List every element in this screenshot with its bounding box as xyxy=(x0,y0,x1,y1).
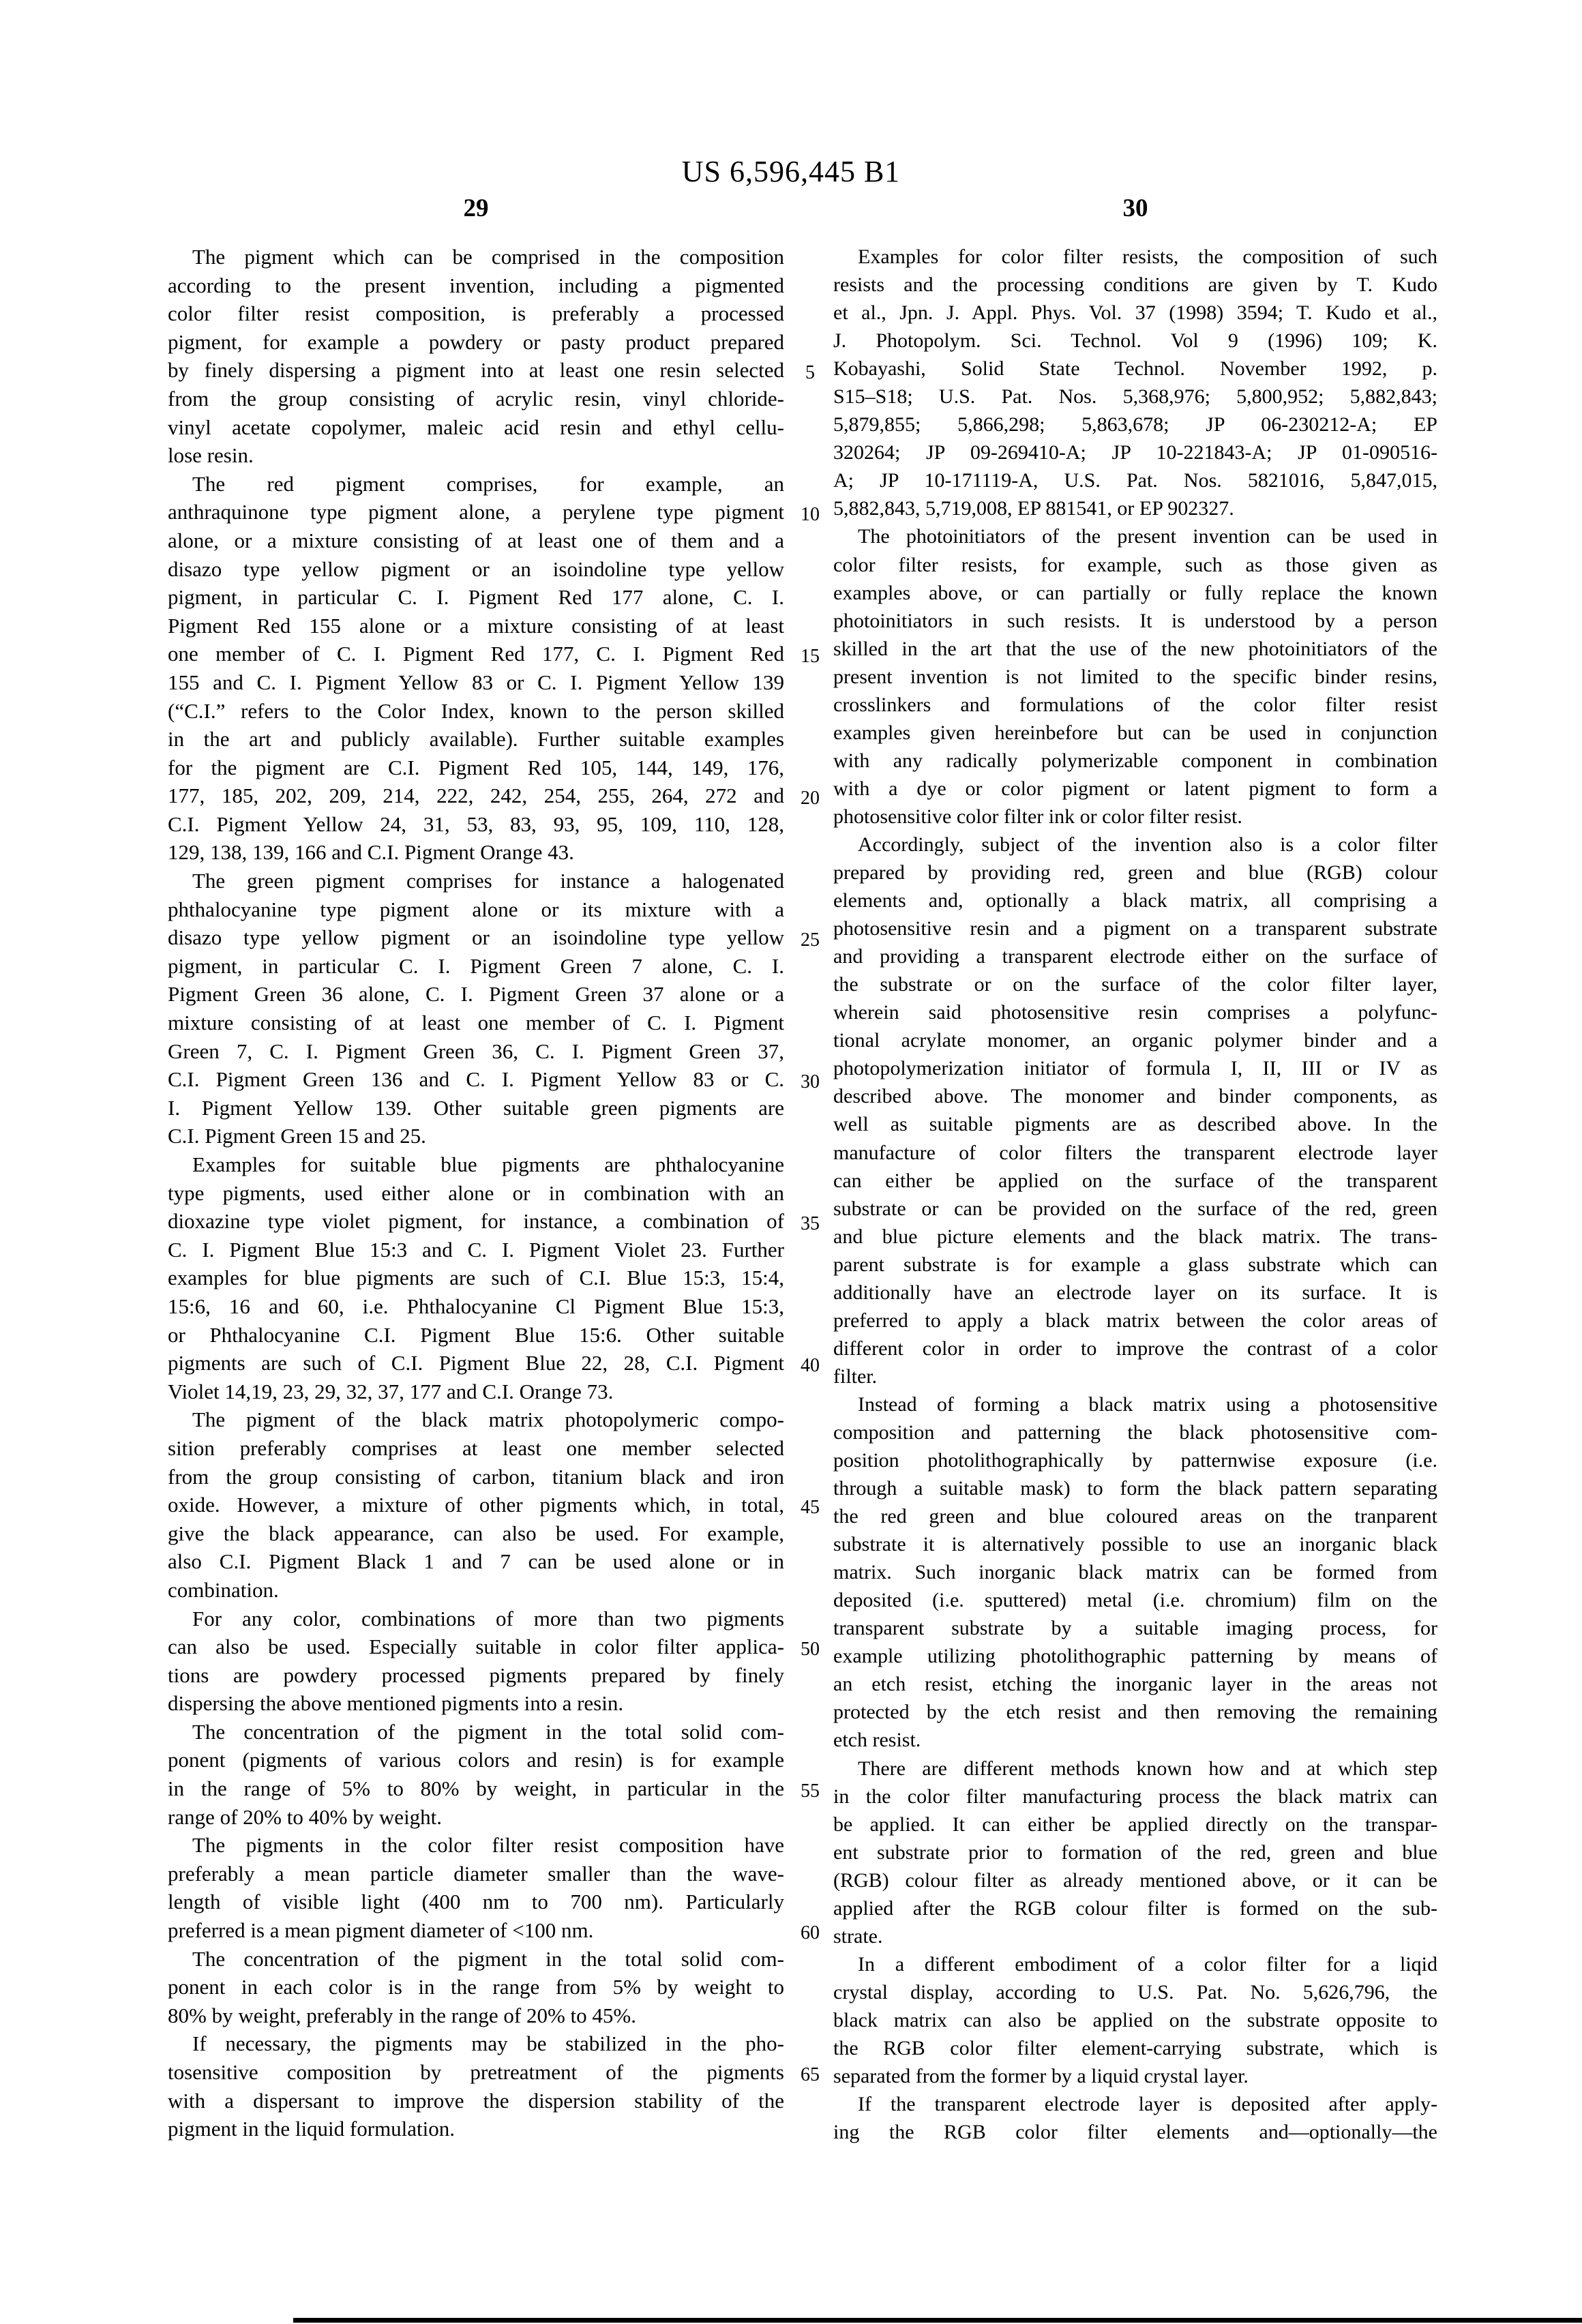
text-line: Accordingly, subject of the invention also is a color filter xyxy=(858,833,1437,856)
text-line: ponent in each color is in the range from 5% by weight to xyxy=(168,1975,784,1999)
text-line: resists and the processing conditions are given by T. Kudo xyxy=(833,273,1437,297)
text-line: Instead of forming a black matrix using a photosensitive xyxy=(858,1392,1437,1416)
text-line: through a suitable mask) to form the black pattern separating xyxy=(833,1477,1437,1500)
text-line: pigments are such of C.I. Pigment Blue 22, 28, C.I. Pigment xyxy=(168,1351,784,1375)
text-line: Examples for suitable blue pigments are phthalocyanine xyxy=(192,1152,784,1176)
text-line: prepared by providing red, green and blue (RGB) colour xyxy=(833,861,1437,884)
line-number: 65 xyxy=(801,2064,820,2086)
text-line: an etch resist, etching the inorganic layer in the areas not xyxy=(833,1673,1437,1696)
text-line: skilled in the art that the use of the new photoinitiators of the xyxy=(833,637,1437,660)
text-line: strate. xyxy=(833,1924,883,1948)
text-line: protected by the etch resist and then removing the remaining xyxy=(833,1701,1437,1724)
text-line: parent substrate is for example a glass substrate which can xyxy=(833,1253,1437,1276)
text-line: The concentration of the pigment in the total solid com- xyxy=(192,1719,784,1744)
text-line: 155 and C. I. Pigment Yellow 83 or C. I. Pigment Yellow 139 xyxy=(168,670,784,694)
text-line: and providing a transparent electrode either on the surface of xyxy=(833,945,1437,968)
text-line: tions are powdery processed pigments prepared by finely xyxy=(168,1663,784,1687)
text-line: type pigments, used either alone or in combination with an xyxy=(168,1180,784,1205)
text-line: C. I. Pigment Blue 15:3 and C. I. Pigment Violet 23. Further xyxy=(168,1237,784,1262)
text-line: The pigment of the black matrix photopolymeric compo- xyxy=(192,1407,784,1432)
text-line: color filter resists, for example, such as those given as xyxy=(833,553,1437,576)
text-line: 15:6, 16 and 60, i.e. Phthalocyanine Cl Pigment Blue 15:3, xyxy=(168,1294,784,1318)
text-line: well as suitable pigments are as described above. In the xyxy=(833,1113,1437,1136)
text-line: 177, 185, 202, 209, 214, 222, 242, 254, 255, 264, 272 and xyxy=(168,784,784,808)
text-line: photopolymerization initiator of formula I, II, III or IV as xyxy=(833,1057,1437,1080)
patent-number: US 6,596,445 B1 xyxy=(681,155,901,188)
text-line: The red pigment comprises, for example, an xyxy=(192,471,784,496)
text-line: by finely dispersing a pigment into at least one resin selected xyxy=(168,358,784,383)
text-line: length of visible light (400 nm to 700 nm). Particularly xyxy=(168,1890,784,1914)
text-line: 129, 138, 139, 166 and C.I. Pigment Orange 43. xyxy=(168,840,574,865)
text-line: can also be used. Especially suitable in color filter applica- xyxy=(168,1635,784,1659)
text-line: manufacture of color filters the transparent electrode layer xyxy=(833,1141,1437,1164)
text-line: phthalocyanine type pigment alone or its mixture with a xyxy=(168,897,784,921)
text-line: There are different methods known how and at which step xyxy=(858,1757,1437,1780)
text-line: Examples for color filter resists, the composition of such xyxy=(858,245,1437,268)
text-line: photosensitive resin and a pigment on a transparent substrate xyxy=(833,917,1437,940)
text-line: and blue picture elements and the black matrix. The trans- xyxy=(833,1225,1437,1248)
text-line: disazo type yellow pigment or an isoindoline type yellow xyxy=(168,556,784,581)
text-line: crystal display, according to U.S. Pat. No. 5,626,796, the xyxy=(833,1980,1437,2003)
text-line: black matrix can also be applied on the substrate opposite to xyxy=(833,2008,1437,2031)
text-line: et al., Jpn. J. Appl. Phys. Vol. 37 (1998) 3594; T. Kudo et al., xyxy=(833,301,1437,325)
text-line: The green pigment comprises for instance a halogenated xyxy=(192,869,784,893)
text-line: wherein said photosensitive resin comprises a polyfunc- xyxy=(833,1001,1437,1024)
text-line: range of 20% to 40% by weight. xyxy=(168,1804,443,1829)
text-line: 320264; JP 09-269410-A; JP 10-221843-A; JP 01-090516- xyxy=(833,441,1437,464)
text-line: etch resist. xyxy=(833,1729,921,1752)
text-line: If necessary, the pigments may be stabilized in the pho- xyxy=(192,2031,784,2056)
text-line: In a different embodiment of a color filter for a liqid xyxy=(858,1952,1437,1976)
line-number: 5 xyxy=(805,362,815,384)
text-line: the RGB color filter element-carrying substrate, which is xyxy=(833,2037,1437,2059)
text-line: vinyl acetate copolymer, maleic acid resin and ethyl cellu- xyxy=(168,415,784,439)
text-line: disazo type yellow pigment or an isoindoline type yellow xyxy=(168,925,784,950)
line-number: 50 xyxy=(801,1639,820,1660)
text-line: separated from the former by a liquid crystal layer. xyxy=(833,2065,1249,2088)
text-line: the red green and blue coloured areas on the tranparent xyxy=(833,1505,1437,1528)
text-line: 5,879,855; 5,866,298; 5,863,678; JP 06-230212-A; EP xyxy=(833,413,1437,436)
text-line: ing the RGB color filter elements and—optionally—the xyxy=(833,2121,1437,2144)
text-line: with a dye or color pigment or latent pigment to form a xyxy=(833,777,1437,800)
text-line: crosslinkers and formulations of the color filter resist xyxy=(833,693,1437,716)
text-line: C.I. Pigment Green 15 and 25. xyxy=(168,1124,426,1148)
text-line: (“C.I.” refers to the Color Index, known to the person skilled xyxy=(168,698,784,723)
text-line: ponent (pigments of various colors and resin) is for example xyxy=(168,1748,784,1772)
line-number: 20 xyxy=(801,788,820,809)
text-line: mixture consisting of at least one member of C. I. Pigment xyxy=(168,1011,784,1035)
text-line: pigment, in particular C. I. Pigment Green 7 alone, C. I. xyxy=(168,953,784,978)
text-line: elements and, optionally a black matrix, all comprising a xyxy=(833,889,1437,912)
text-line: preferably a mean particle diameter smaller than the wave- xyxy=(168,1861,784,1886)
text-line: different color in order to improve the contrast of a color xyxy=(833,1337,1437,1360)
text-line: ent substrate prior to formation of the red, green and blue xyxy=(833,1841,1437,1864)
text-line: The photoinitiators of the present invention can be used in xyxy=(858,525,1437,548)
text-line: lose resin. xyxy=(168,443,254,468)
text-line: deposited (i.e. sputtered) metal (i.e. chromium) film on the xyxy=(833,1589,1437,1612)
text-line: Pigment Green 36 alone, C. I. Pigment Green 37 alone or a xyxy=(168,982,784,1007)
text-line: with a dispersant to improve the dispersion stability of the xyxy=(168,2088,784,2113)
text-line: C.I. Pigment Yellow 24, 31, 53, 83, 93, 95, 109, 110, 128, xyxy=(168,811,784,836)
text-line: examples given hereinbefore but can be used in conjunction xyxy=(833,721,1437,744)
text-line: composition and patterning the black photosensitive com- xyxy=(833,1420,1437,1444)
text-line: substrate it is alternatively possible to use an inorganic black xyxy=(833,1533,1437,1556)
text-line: the substrate or on the surface of the color filter layer, xyxy=(833,973,1437,996)
line-number: 15 xyxy=(801,646,820,668)
text-line: color filter resist composition, is preferably a processed xyxy=(168,301,784,326)
line-number: 40 xyxy=(801,1355,820,1377)
line-number: 25 xyxy=(801,929,820,951)
text-line: substrate or can be provided on the surface of the red, green xyxy=(833,1197,1437,1220)
text-line: or Phthalocyanine C.I. Pigment Blue 15:6. Other suitable xyxy=(168,1322,784,1347)
text-line: anthraquinone type pigment alone, a perylene type pigment xyxy=(168,500,784,524)
text-line: matrix. Such inorganic black matrix can be formed from xyxy=(833,1561,1437,1584)
line-number: 35 xyxy=(801,1213,820,1235)
line-number: 45 xyxy=(801,1497,820,1519)
text-line: For any color, combinations of more than two pigments xyxy=(192,1606,784,1630)
text-line: give the black appearance, can also be used. For example, xyxy=(168,1521,784,1545)
text-line: with any radically polymerizable component in combination xyxy=(833,749,1437,772)
text-line: be applied. It can either be applied directly on the transpar- xyxy=(833,1813,1437,1836)
text-line: alone, or a mixture consisting of at least one of them and a xyxy=(168,528,784,552)
text-line: in the color filter manufacturing process the black matrix can xyxy=(833,1785,1437,1808)
text-line: The pigments in the color filter resist composition have xyxy=(192,1833,784,1858)
text-line: The concentration of the pigment in the total solid com- xyxy=(192,1946,784,1971)
text-line: examples above, or can partially or fully replace the known xyxy=(833,581,1437,604)
text-line: 80% by weight, preferably in the range of 20% to 45%. xyxy=(168,2003,636,2027)
text-line: according to the present invention, including a pigmented xyxy=(168,273,784,297)
right-column-text xyxy=(833,243,1437,2146)
text-line: in the range of 5% to 80% by weight, in particular in the xyxy=(168,1776,784,1801)
scan-artifact-line xyxy=(293,2318,1582,2323)
right-column-number: 30 xyxy=(1122,194,1148,222)
text-line: preferred to apply a black matrix between the color areas of xyxy=(833,1309,1437,1332)
text-line: pigment in the liquid formulation. xyxy=(168,2117,456,2141)
line-number: 55 xyxy=(801,1781,820,1802)
text-line: examples for blue pigments are such of C.I. Blue 15:3, 15:4, xyxy=(168,1266,784,1290)
text-line: filter. xyxy=(833,1365,878,1388)
text-line: position photolithographically by patternwise exposure (i.e. xyxy=(833,1449,1437,1472)
text-line: transparent substrate by a suitable imaging process, for xyxy=(833,1617,1437,1640)
text-line: photoinitiators in such resists. It is understood by a person xyxy=(833,609,1437,632)
text-line: additionally have an electrode layer on its surface. It is xyxy=(833,1281,1437,1304)
text-line: 5,882,843, 5,719,008, EP 881541, or EP 902327. xyxy=(833,497,1234,520)
text-line: can either be applied on the surface of the transparent xyxy=(833,1169,1437,1192)
text-line: in the art and publicly available). Further suitable examples xyxy=(168,727,784,751)
text-line: Green 7, C. I. Pigment Green 36, C. I. Pigment Green 37, xyxy=(168,1039,784,1063)
text-line: described above. The monomer and binder components, as xyxy=(833,1085,1437,1108)
text-line: dispersing the above mentioned pigments into a resin. xyxy=(168,1691,624,1716)
text-line: tosensitive composition by pretreatment of the pigments xyxy=(168,2060,784,2084)
left-column-text xyxy=(168,243,784,2143)
left-column-number: 29 xyxy=(463,194,489,222)
text-line: dioxazine type violet pigment, for instance, a combination of xyxy=(168,1209,784,1234)
text-line: also C.I. Pigment Black 1 and 7 can be used alone or in xyxy=(168,1549,784,1574)
text-line: pigment, for example a powdery or pasty product prepared xyxy=(168,329,784,354)
text-line: J. Photopolym. Sci. Technol. Vol 9 (1996) 109; K. xyxy=(833,329,1437,353)
text-line: Kobayashi, Solid State Technol. November 1992, p. xyxy=(833,357,1437,381)
text-line: preferred is a mean pigment diameter of <100 nm. xyxy=(168,1918,594,1943)
text-line: A; JP 10-171119-A, U.S. Pat. Nos. 5821016, 5,847,015, xyxy=(833,469,1437,492)
text-line: present invention is not limited to the specific binder resins, xyxy=(833,665,1437,688)
text-line: (RGB) colour filter as already mentioned above, or it can be xyxy=(833,1868,1437,1892)
text-line: sition preferably comprises at least one member selected xyxy=(168,1435,784,1460)
text-line: tional acrylate monomer, an organic polymer binder and a xyxy=(833,1029,1437,1052)
text-line: pigment, in particular C. I. Pigment Red 177 alone, C. I. xyxy=(168,585,784,610)
text-line: one member of C. I. Pigment Red 177, C. I. Pigment Red xyxy=(168,642,784,666)
line-number: 30 xyxy=(801,1071,820,1093)
text-line: Pigment Red 155 alone or a mixture consisting of at least xyxy=(168,613,784,638)
text-line: from the group consisting of carbon, titanium black and iron xyxy=(168,1464,784,1489)
text-line: C.I. Pigment Green 136 and C. I. Pigment Yellow 83 or C. xyxy=(168,1067,784,1092)
text-line: Violet 14,19, 23, 29, 32, 37, 177 and C.I. Orange 73. xyxy=(168,1379,614,1403)
text-line: I. Pigment Yellow 139. Other suitable green pigments are xyxy=(168,1095,784,1120)
text-line: for the pigment are C.I. Pigment Red 105, 144, 149, 176, xyxy=(168,755,784,779)
line-number: 60 xyxy=(801,1922,820,1944)
text-line: photosensitive color filter ink or color filter resist. xyxy=(833,805,1242,828)
text-line: combination. xyxy=(168,1577,279,1602)
text-line: example utilizing photolithographic patterning by means of xyxy=(833,1645,1437,1668)
text-line: applied after the RGB colour filter is formed on the sub- xyxy=(833,1896,1437,1920)
line-number: 10 xyxy=(801,504,820,526)
text-line: S15–S18; U.S. Pat. Nos. 5,368,976; 5,800,952; 5,882,843; xyxy=(833,385,1437,408)
text-line: If the transparent electrode layer is deposited after apply- xyxy=(858,2093,1437,2116)
text-line: oxide. However, a mixture of other pigments which, in total, xyxy=(168,1493,784,1517)
text-line: The pigment which can be comprised in the composition xyxy=(192,245,784,269)
text-line: from the group consisting of acrylic resin, vinyl chloride- xyxy=(168,386,784,411)
